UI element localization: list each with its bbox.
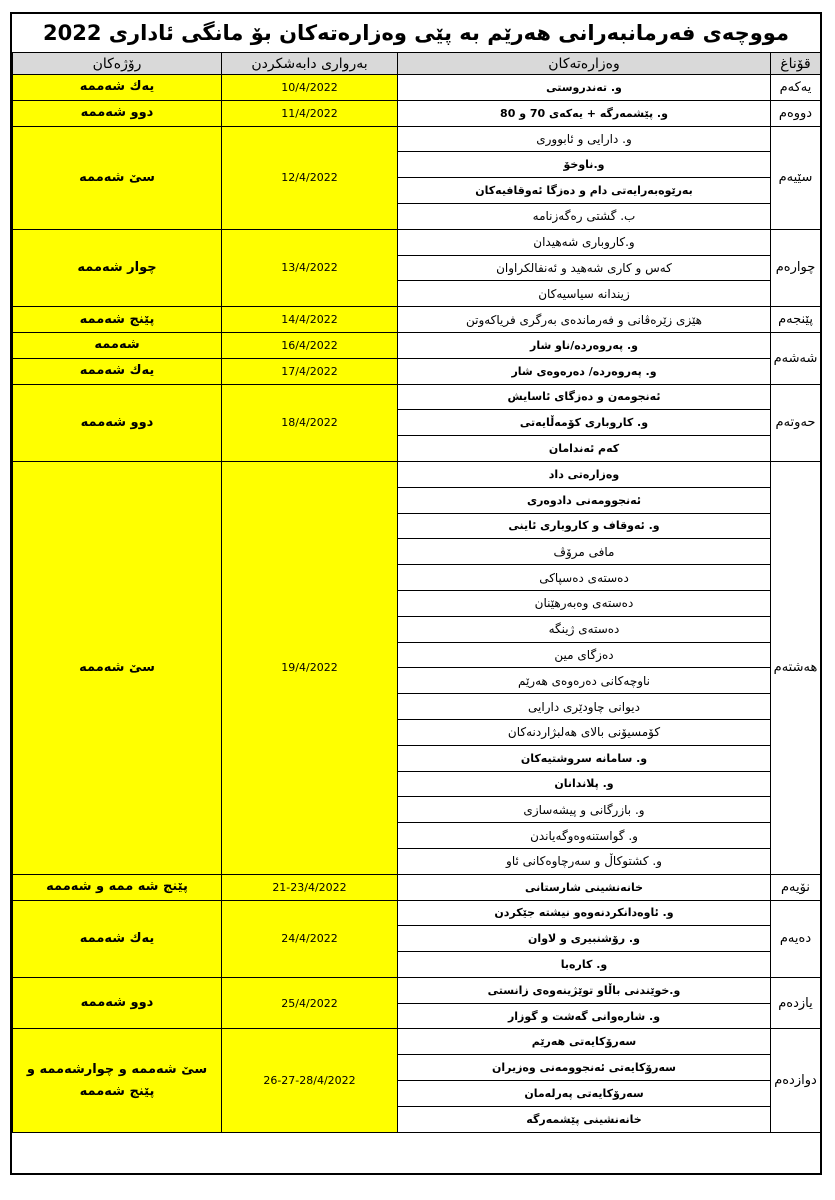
date-cell: 10/4/2022: [222, 75, 398, 101]
header-round: قۆناغ: [771, 53, 821, 75]
table-row: [13, 461, 821, 487]
days-cell: یەك شەممە: [13, 75, 222, 101]
round-cell: یازدەم: [771, 977, 821, 1029]
ministry-cell: و. ئاوەدانکردنەوەو نیشتە جێکردن: [398, 900, 771, 926]
ministry-cell: و. بازرگانی و پیشەسازی: [398, 797, 771, 823]
days-cell: پێنج شەممە: [13, 307, 222, 333]
ministry-cell: و. سامانە سروشتیەکان: [398, 745, 771, 771]
table-row: [13, 874, 821, 900]
ministry-cell: کەم ئەندامان: [398, 436, 771, 462]
ministry-cell: ناوچەکانی دەرەوەی هەرێم: [398, 668, 771, 694]
days-cell: سێ شەممە: [13, 461, 222, 874]
ministry-cell: و. گواستنەوەوگەیاندن: [398, 823, 771, 849]
ministry-cell: زیندانە سیاسیەکان: [398, 281, 771, 307]
ministry-cell: سەرۆکایەتی ئەنجوومەنی وەزیران: [398, 1055, 771, 1081]
ministry-cell: و.کاروباری شەهیدان: [398, 229, 771, 255]
date-cell: 18/4/2022: [222, 384, 398, 461]
ministry-cell: دەستەی وەبەرهێنان: [398, 590, 771, 616]
table-row: [13, 384, 821, 410]
round-cell: چوارەم: [771, 229, 821, 306]
ministry-cell: ب. گشتی رەگەزنامە: [398, 203, 771, 229]
date-cell: 16/4/2022: [222, 332, 398, 358]
days-cell: یەك شەممە: [13, 358, 222, 384]
ministry-cell: هێزی زێرەڤانی و فەرماندەی بەرگری فریاکەوتن: [398, 307, 771, 333]
ministry-cell: و. کارەبا: [398, 952, 771, 978]
table-row: [13, 100, 821, 126]
ministry-cell: کۆمسیۆنی بالای هەلبژاردنەکان: [398, 719, 771, 745]
table-row: [13, 358, 821, 384]
days-cell: یەك شەممە: [13, 900, 222, 977]
ministry-cell: دەستەی ژینگە: [398, 616, 771, 642]
salary-schedule-table: [12, 52, 821, 1133]
days-cell: دوو شەممە: [13, 977, 222, 1029]
ministry-cell: بەرێوەبەرایەتی دام و دەزگا ئەوقافیەکان: [398, 178, 771, 204]
ministry-cell: و.خوێندنی باڵاو توێژینەوەی زانستی: [398, 977, 771, 1003]
date-cell: 14/4/2022: [222, 307, 398, 333]
days-cell: چوار شەممە: [13, 229, 222, 306]
ministry-cell: و. کشتوکاڵ و سەرچاوەکانی ئاو: [398, 848, 771, 874]
days-cell: سێ شەممە و چوارشەممە و پێنج شەممە: [13, 1029, 222, 1132]
date-cell: 13/4/2022: [222, 229, 398, 306]
ministry-cell: و. کاروباری کۆمەڵایەتی: [398, 410, 771, 436]
round-cell: دووەم: [771, 100, 821, 126]
round-cell: یەکەم: [771, 75, 821, 101]
ministry-cell: کەس و کاری شەهید و ئەنفالکراوان: [398, 255, 771, 281]
round-cell: نۆیەم: [771, 874, 821, 900]
header-date: بەرواری دابەشکردن: [222, 53, 398, 75]
date-cell: 25/4/2022: [222, 977, 398, 1029]
round-cell: دەیەم: [771, 900, 821, 977]
date-cell: 21-23/4/2022: [222, 874, 398, 900]
ministry-cell: و. پلاندانان: [398, 771, 771, 797]
round-cell: حەوتەم: [771, 384, 821, 461]
date-cell: 24/4/2022: [222, 900, 398, 977]
date-cell: 12/4/2022: [222, 126, 398, 229]
days-cell: دوو شەممە: [13, 100, 222, 126]
ministry-cell: دەستەی دەسپاکی: [398, 565, 771, 591]
date-cell: 17/4/2022: [222, 358, 398, 384]
ministry-cell: دیوانی چاودێری دارایی: [398, 694, 771, 720]
ministry-cell: و. پەروەردە/ دەرەوەی شار: [398, 358, 771, 384]
table-row: [13, 126, 821, 152]
ministry-cell: سەرۆکایەتی هەرێم: [398, 1029, 771, 1055]
ministry-cell: مافی مرۆڤ: [398, 539, 771, 565]
ministry-cell: و. پێشمەرگە + یەکەی 70 و 80: [398, 100, 771, 126]
round-cell: دوازدەم: [771, 1029, 821, 1132]
round-cell: پێنجەم: [771, 307, 821, 333]
header-row: [13, 53, 821, 75]
days-cell: شەممە: [13, 332, 222, 358]
days-cell: سێ شەممە: [13, 126, 222, 229]
ministry-cell: خانەنشینی پێشمەرگە: [398, 1106, 771, 1132]
page-title: مووچەی فەرمانبەرانی هەرێم بە پێی وەزارەتەکان بۆ مانگی ئاداری 2022: [12, 14, 820, 53]
round-cell: شەشەم: [771, 332, 821, 384]
ministry-cell: وەزارەتی داد: [398, 461, 771, 487]
ministry-cell: و. شارەوانی گەشت و گوزار: [398, 1003, 771, 1029]
ministry-cell: و.ناوخۆ: [398, 152, 771, 178]
header-ministries: وەزارەتەکان: [398, 53, 771, 75]
ministry-cell: و. تەندروستی: [398, 75, 771, 101]
table-row: [13, 307, 821, 333]
schedule-sheet: [10, 12, 822, 1175]
header-days: رۆژەکان: [13, 53, 222, 75]
table-row: [13, 900, 821, 926]
table-row: [13, 229, 821, 255]
round-cell: هەشتەم: [771, 461, 821, 874]
ministry-cell: و. پەروەردە/ناو شار: [398, 332, 771, 358]
days-cell: پێنج شە ممە و شەممە: [13, 874, 222, 900]
ministry-cell: خانەنشینی شارستانی: [398, 874, 771, 900]
ministry-cell: و. ئەوقاف و کاروباری ئاینی: [398, 513, 771, 539]
ministry-cell: ئەنجومەن و دەزگای ئاسایش: [398, 384, 771, 410]
table-row: [13, 977, 821, 1003]
ministry-cell: و. رۆشنبیری و لاوان: [398, 926, 771, 952]
date-cell: 19/4/2022: [222, 461, 398, 874]
ministry-cell: ئەنجوومەنی دادوەری: [398, 487, 771, 513]
date-cell: 11/4/2022: [222, 100, 398, 126]
ministry-cell: سەرۆکایەتی پەرلەمان: [398, 1081, 771, 1107]
ministry-cell: دەزگای مین: [398, 642, 771, 668]
table-body: [13, 75, 821, 1133]
table-row: [13, 75, 821, 101]
table-row: [13, 1029, 821, 1055]
table-row: [13, 332, 821, 358]
ministry-cell: و. دارایی و ئابووری: [398, 126, 771, 152]
date-cell: 26-27-28/4/2022: [222, 1029, 398, 1132]
days-cell: دوو شەممە: [13, 384, 222, 461]
round-cell: سێیەم: [771, 126, 821, 229]
